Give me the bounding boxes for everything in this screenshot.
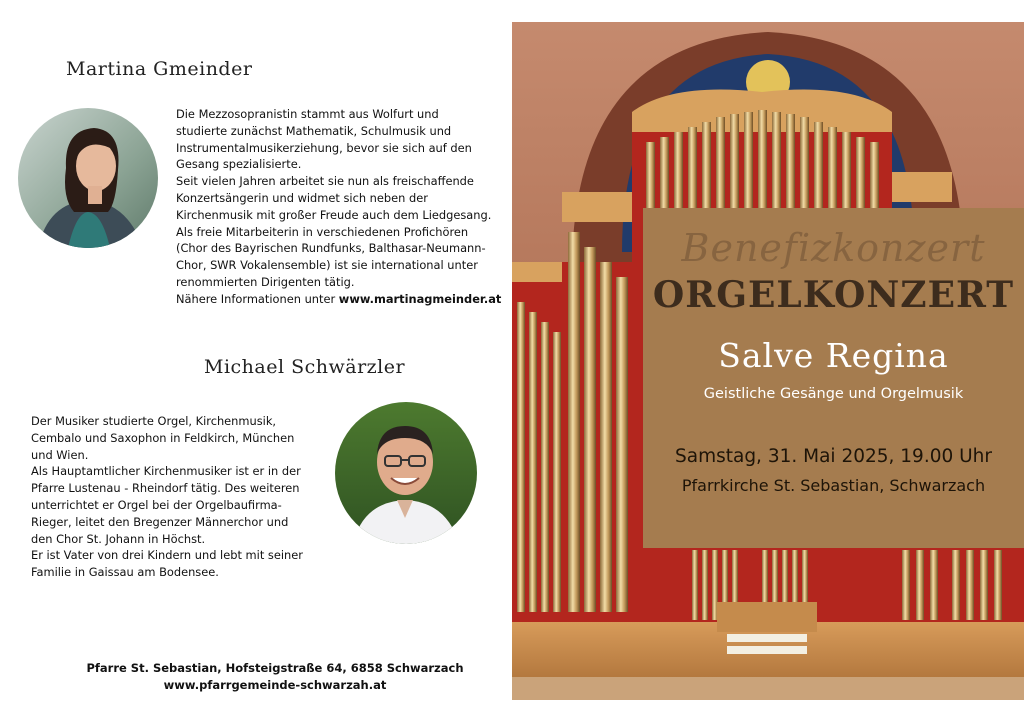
portrait-michael-image	[335, 402, 477, 544]
footer-address: Pfarre St. Sebastian, Hofsteigstraße 64, 6858 Schwarzach	[86, 661, 464, 675]
bio-line: und Wien.	[31, 447, 89, 462]
concert-location: Pfarrkirche St. Sebastian, Schwarzach	[681, 476, 986, 495]
bio-line: Instrumentalmusikerziehung, bevor sie sich auf den	[176, 140, 472, 155]
bio-martina	[176, 106, 506, 308]
performer-name-michael: Michael Schwärzler	[204, 356, 406, 378]
bio-line: Pfarre Lustenau - Rheindorf tätig. Des weiteren	[31, 481, 300, 496]
website-link-martina[interactable]: www.martinagmeinder.at	[338, 291, 502, 306]
script-heading: Benefizkonzert	[681, 226, 986, 270]
bio-line: unterrichtet er Orgel bei der Orgelbaufirma-	[31, 497, 282, 512]
concert-info-panel	[643, 208, 1024, 548]
concert-date: Samstag, 31. Mai 2025, 19.00 Uhr	[674, 446, 992, 467]
bio-line: Konzertsängerin und widmet sich neben der	[176, 190, 428, 205]
bio-line: Chor, SWR Vokalensemble) ist sie international unter	[176, 258, 478, 273]
bio-line: Seit vielen Jahren arbeitet sie nun als freischaffende	[176, 174, 474, 189]
footer	[60, 660, 490, 693]
portrait-martina-image	[18, 108, 158, 248]
avatar-martina	[18, 108, 158, 248]
bio-line: den Chor St. Johann in Höchst.	[31, 531, 206, 546]
bio-line: renommierten Dirigenten tätig.	[176, 274, 355, 289]
bio-line: Cembalo und Saxophon in Feldkirch, München	[31, 430, 295, 445]
avatar-michael	[335, 402, 477, 544]
bio-more-info	[176, 291, 506, 308]
bio-line: Er ist Vater von drei Kindern und lebt mit seiner	[31, 548, 303, 563]
bio-line: Kirchenmusik mit großer Freude auch dem Liedgesang.	[176, 207, 492, 222]
bio-line: Rieger, leitet den Bregenzer Männerchor und	[31, 514, 289, 529]
performer-name-martina: Martina Gmeinder	[66, 58, 253, 80]
concert-title: ORGELKONZERT	[652, 274, 1015, 316]
bio-line: Als freie Mitarbeiterin in verschiedenen Profichören	[176, 224, 469, 239]
bio-line: Der Musiker studierte Orgel, Kirchenmusik,	[31, 414, 277, 428]
concert-tagline: Geistliche Gesänge und Orgelmusik	[703, 386, 964, 402]
footer-website-link[interactable]: www.pfarrgemeinde-schwarzah.at	[163, 677, 387, 692]
bio-michael	[31, 413, 331, 581]
bio-line: studierte zunächst Mathematik, Schulmusik und	[176, 123, 452, 138]
bio-line: Gesang spezialisierte.	[176, 157, 302, 172]
more-info-text: Nähere Informationen unter	[176, 291, 339, 306]
bio-line: (Chor des Bayrischen Rundfunks, Balthasar-Neumann-	[176, 241, 486, 256]
bio-line: Familie in Gaissau am Bodensee.	[31, 565, 219, 580]
bio-line: Als Hauptamtlicher Kirchenmusiker ist er in der	[31, 464, 301, 479]
concert-subtitle: Salve Regina	[718, 336, 949, 375]
bio-line: Die Mezzosopranistin stammt aus Wolfurt und	[176, 107, 439, 121]
